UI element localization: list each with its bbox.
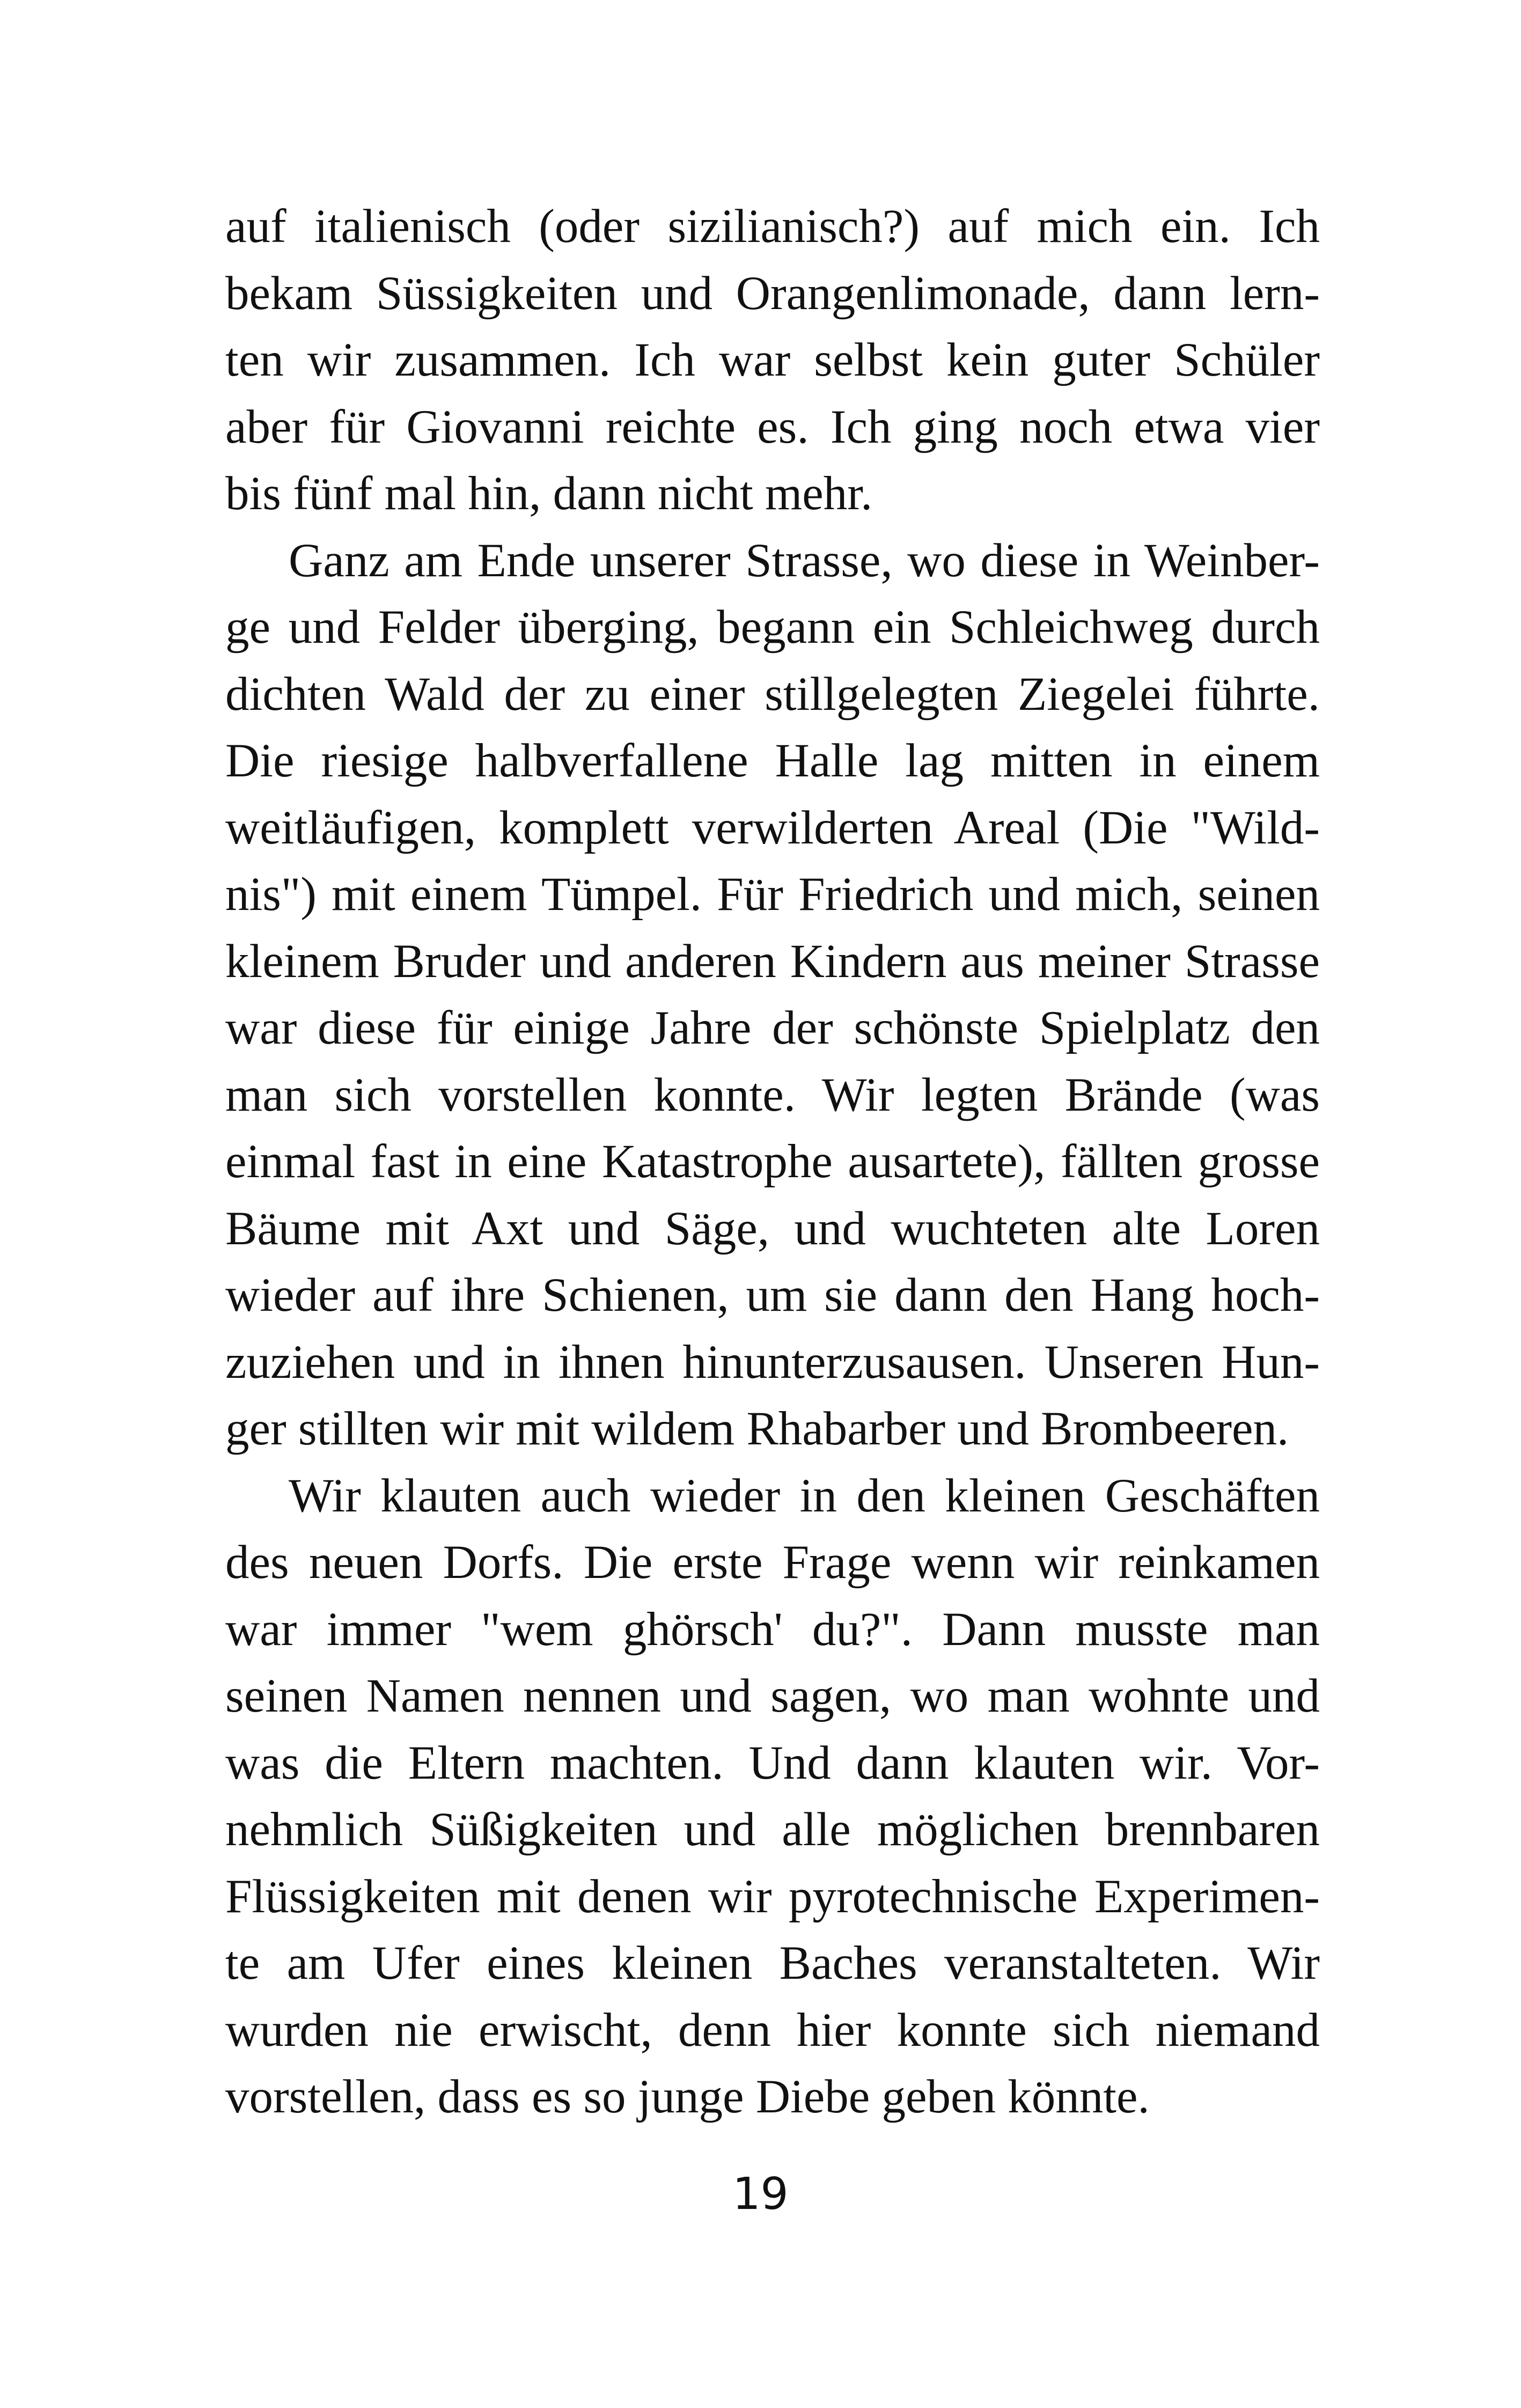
text-line: Bäume mit Axt und Säge, und wuchteten alte Loren [225, 1202, 1320, 1255]
text-line: kleinem Bruder und anderen Kindern aus meiner Strasse [225, 935, 1320, 988]
text-line: einmal fast in eine Katastrophe ausartete), fällten grosse [225, 1135, 1320, 1188]
text-line: nehmlich Süßigkeiten und alle möglichen brennbaren [225, 1803, 1320, 1856]
text-line: des neuen Dorfs. Die erste Frage wenn wir reinkamen [225, 1536, 1320, 1589]
text-line: war immer "wem ghörsch' du?". Dann musste man [225, 1603, 1320, 1656]
text-line: Flüssigkeiten mit denen wir pyrotechnische Experimen- [225, 1870, 1320, 1923]
text-line: seinen Namen nennen und sagen, wo man wohnte und [225, 1670, 1320, 1722]
text-line: bis fünf mal hin, dann nicht mehr. [225, 467, 873, 520]
text-line: man sich vorstellen konnte. Wir legten Brände (was [225, 1068, 1320, 1121]
text-line: dichten Wald der zu einer stillgelegten Ziegelei führte. [225, 667, 1320, 721]
text-line: ge und Felder überging, begann ein Schleichweg durch [225, 601, 1320, 654]
paragraph-3 [225, 1463, 1320, 2131]
text-line: bekam Süssigkeiten und Orangenlimonade, dann lern- [225, 267, 1320, 320]
page-number: 19 [732, 2169, 789, 2220]
text-line: Ganz am Ende unserer Strasse, wo diese in Weinber- [289, 534, 1320, 587]
text-line: war diese für einige Jahre der schönste Spielplatz den [225, 1002, 1320, 1054]
text-line: zuziehen und in ihnen hinunterzusausen. Unseren Hun- [225, 1335, 1320, 1389]
text-line: ten wir zusammen. Ich war selbst kein guter Schüler [225, 334, 1320, 386]
paragraph-2 [225, 527, 1320, 1463]
text-line: ger stillten wir mit wildem Rhabarber und Brombeeren. [225, 1403, 1289, 1455]
text-line: wieder auf ihre Schienen, um sie dann den Hang hoch- [225, 1269, 1320, 1322]
text-line: te am Ufer eines kleinen Baches veranstalteten. Wir [225, 1937, 1320, 1989]
paragraph-1 [225, 193, 1320, 527]
text-line: wurden nie erwischt, denn hier konnte sich niemand [225, 2003, 1320, 2057]
text-line: Die riesige halbverfallene Halle lag mitten in einem [225, 735, 1320, 787]
text-line: vorstellen, dass es so junge Diebe geben könnte. [225, 2071, 1150, 2123]
text-line: aber für Giovanni reichte es. Ich ging noch etwa vier [225, 400, 1320, 453]
text-line: was die Eltern machten. Und dann klauten wir. Vor- [225, 1736, 1320, 1789]
body-text [225, 193, 1320, 2131]
text-line: weitläufigen, komplett verwilderten Areal (Die "Wild- [225, 801, 1320, 854]
text-line: Wir klauten auch wieder in den kleinen Geschäften [289, 1469, 1320, 1522]
text-line: nis") mit einem Tümpel. Für Friedrich und mich, seinen [225, 868, 1320, 921]
text-line: auf italienisch (oder sizilianisch?) auf mich ein. Ich [225, 200, 1320, 253]
